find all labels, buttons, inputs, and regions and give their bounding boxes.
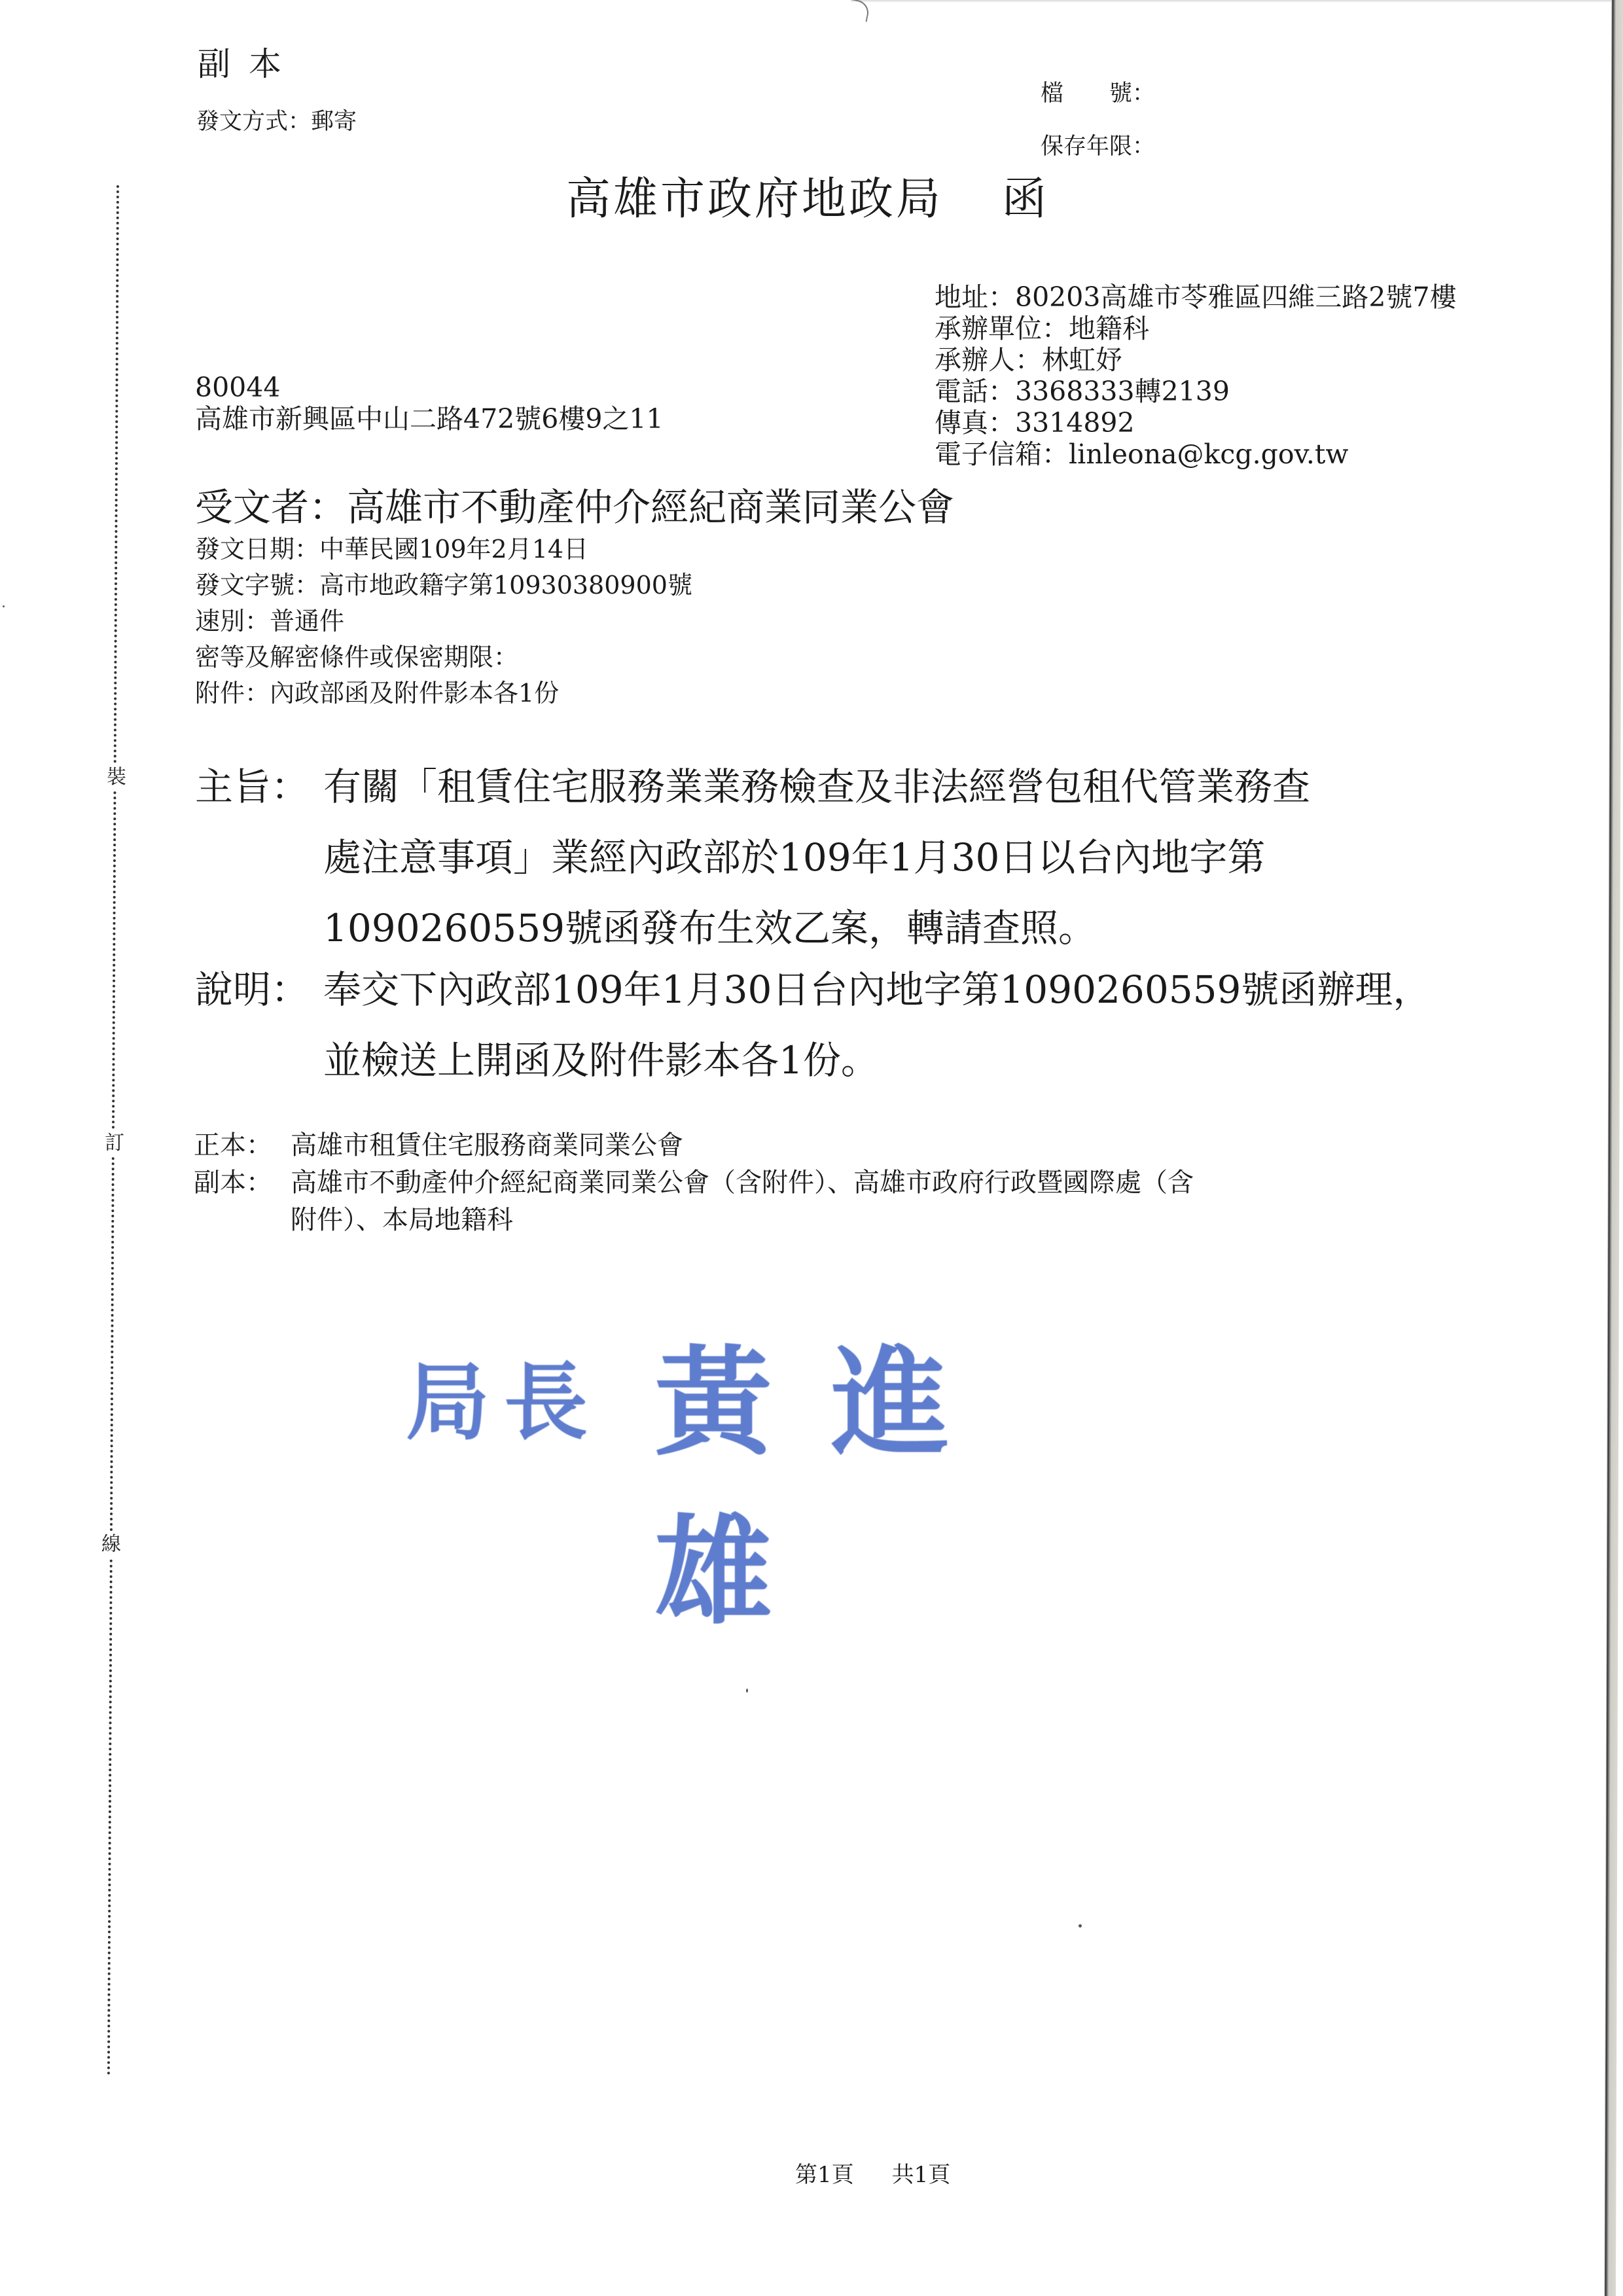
- description-body: [323, 954, 1478, 1096]
- description-line: 並檢送上開函及附件影本各1份。: [323, 1038, 879, 1083]
- recipient-street-address: 高雄市新興區中山二路472號6樓9之11: [195, 403, 664, 435]
- description-line: 奉交下內政部109年1月30日台內地字第1090260559號函辦理，: [323, 967, 1431, 1012]
- send-method: 發文方式：郵寄: [196, 109, 357, 135]
- scan-right-edge: [1604, 0, 1623, 2296]
- description-section: [195, 954, 1478, 1096]
- copy-recipients-line: 附件）、本局地籍科: [291, 1205, 513, 1235]
- scan-speck: [746, 1689, 748, 1693]
- document-type: 函: [1002, 173, 1050, 225]
- handling-unit: 承辦單位：地籍科: [935, 313, 1149, 344]
- scan-paper-curl: [842, 0, 870, 22]
- copy-recipients-label: 副本：: [194, 1168, 272, 1198]
- delivery-speed: 速別：普通件: [195, 607, 345, 636]
- binding-mark-zhuang: 裝: [107, 764, 126, 791]
- stamp-name: 黃進雄: [654, 1334, 1008, 1641]
- page-footer: [795, 2157, 950, 2189]
- attachments: 附件：內政部函及附件影本各1份: [195, 679, 560, 708]
- subject-body: [323, 751, 1478, 963]
- handler-name: 承辦人：林虹妤: [935, 344, 1122, 376]
- sender-fax: 傳真：3314892: [935, 407, 1135, 439]
- copy-recipients-line: 高雄市不動產仲介經紀商業同業公會（含附件）、高雄市政府行政暨國際處（含: [291, 1168, 1194, 1198]
- scan-speck: [1079, 1924, 1082, 1928]
- binding-mark-xian: 線: [101, 1532, 121, 1558]
- subject-section: [195, 751, 1478, 963]
- description-label: 說明：: [195, 967, 310, 1012]
- scan-top-edge: [851, 0, 1623, 3]
- sender-phone: 電話：3368333轉2139: [935, 376, 1230, 407]
- recipient: 受文者：高雄市不動產仲介經紀商業同業公會: [195, 485, 955, 529]
- stamp-title: 局長: [406, 1354, 603, 1452]
- copy-recipients: [291, 1164, 1194, 1239]
- original-recipient: 高雄市租賃住宅服務商業同業公會: [291, 1130, 683, 1160]
- sender-email: 電子信箱：linleona@kcg.gov.tw: [935, 439, 1349, 470]
- recipient-mailing-address: [195, 372, 664, 435]
- subject-label: 主旨：: [195, 764, 310, 809]
- document-meta: [195, 531, 692, 711]
- page-number: 第1頁: [795, 2162, 854, 2188]
- recipient-postal-code: 80044: [195, 372, 281, 403]
- distribution-list: [194, 1127, 1194, 1239]
- scan-speck: [3, 605, 5, 607]
- page-total: 共1頁: [891, 2162, 951, 2188]
- copy-mark: 副本: [198, 45, 300, 83]
- classification: 密等及解密條件或保密期限：: [195, 643, 519, 672]
- original-recipient-label: 正本：: [194, 1130, 272, 1160]
- sender-info: [935, 281, 1457, 470]
- file-number-label: 檔 號：: [1041, 81, 1156, 107]
- subject-line: 處注意事項」業經內政部於109年1月30日以台內地字第: [323, 835, 1266, 880]
- director-signature-stamp: [406, 1309, 1165, 1641]
- subject-line: 1090260559號函發布生效乙案，轉請查照。: [323, 906, 1097, 950]
- subject-line: 有關「租賃住宅服務業業務檢查及非法經營包租代管業務查: [323, 764, 1311, 809]
- issue-date: 發文日期：中華民國109年2月14日: [195, 535, 589, 564]
- agency-name: 高雄市政府地政局: [566, 173, 944, 225]
- sender-address: 地址：80203高雄市苓雅區四維三路2號7樓: [935, 281, 1457, 313]
- document-number: 發文字號：高市地政籍字第10930380900號: [195, 571, 692, 600]
- document-title: [566, 164, 1049, 227]
- retention-period-label: 保存年限：: [1041, 134, 1156, 160]
- binding-mark-ding: 訂: [105, 1130, 124, 1157]
